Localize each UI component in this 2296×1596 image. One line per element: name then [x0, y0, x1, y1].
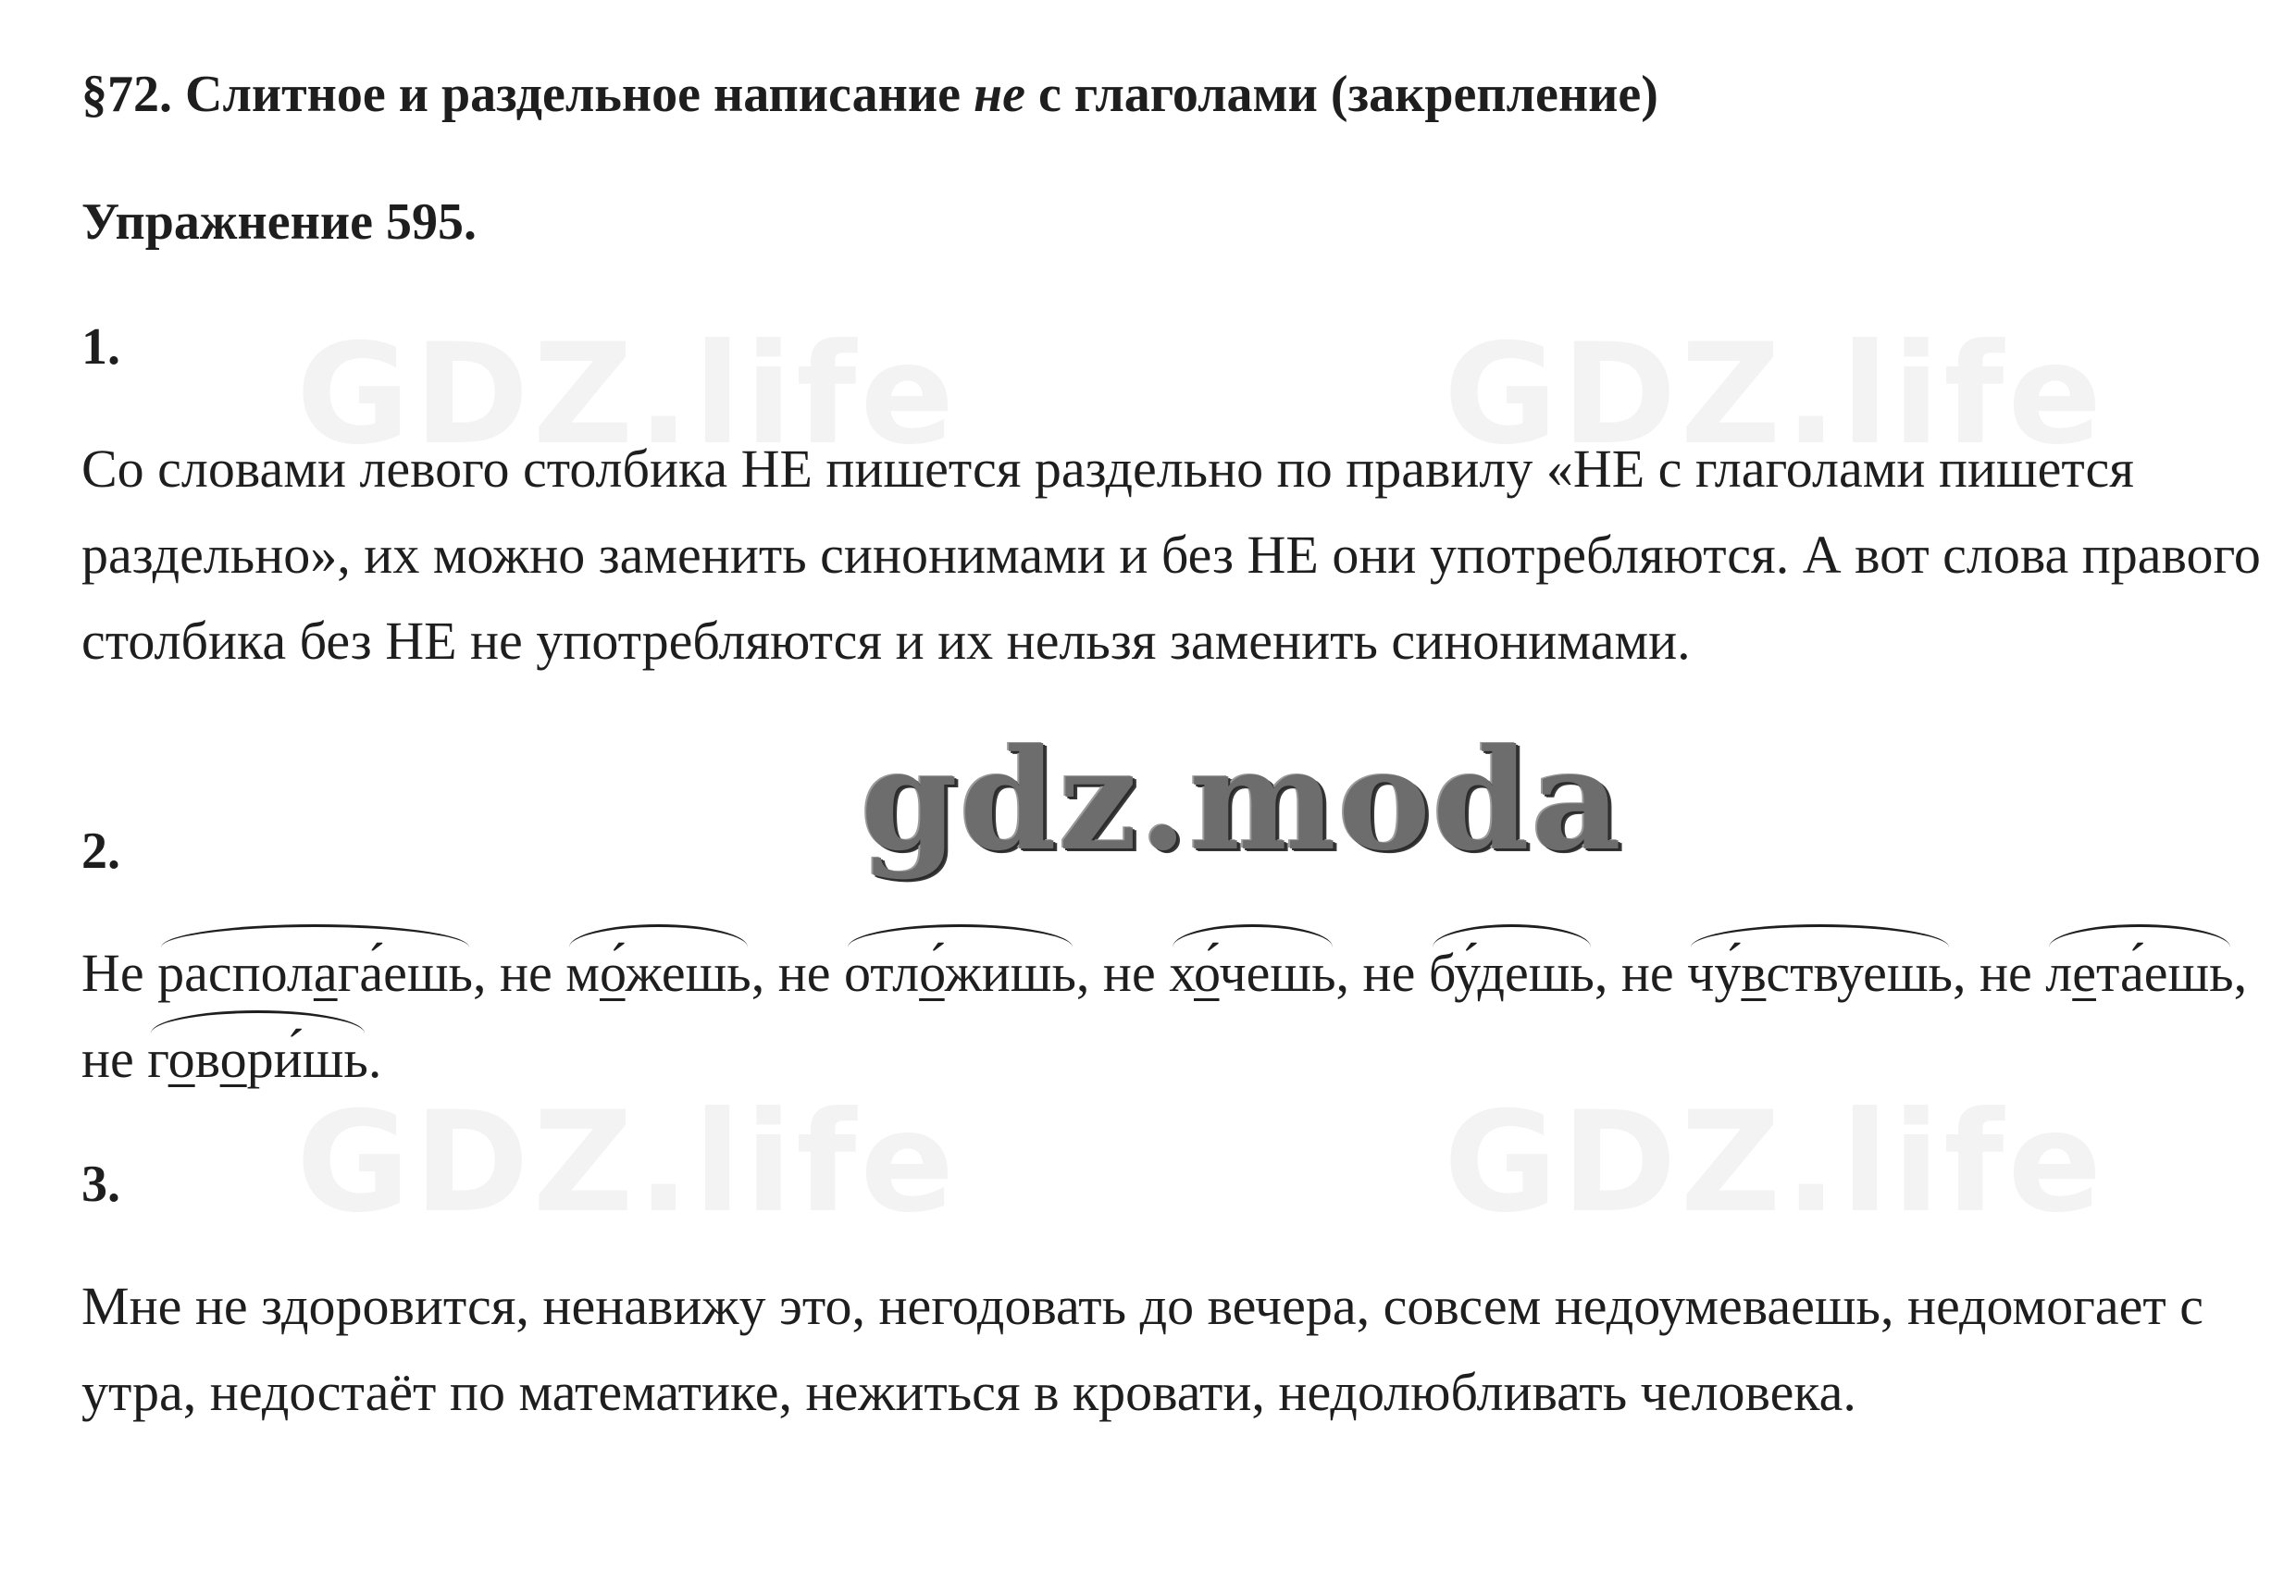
checked-vowel: а [313, 943, 338, 1003]
particle-ne: не [1979, 943, 2046, 1003]
part2-text [81, 930, 2284, 1102]
verb-word [778, 943, 1103, 1003]
verb-word [1103, 943, 1363, 1003]
punctuation: , [1075, 943, 1103, 1003]
root-arc [848, 924, 1073, 947]
root-arc [161, 924, 469, 947]
word-stem [1429, 930, 1595, 1016]
word-fragment: га́ешь [337, 943, 473, 1003]
checked-vowel: о [168, 1029, 195, 1089]
word-fragment: чу́ [1687, 943, 1742, 1003]
word-fragment: м [565, 943, 600, 1003]
particle-ne: не [81, 1029, 148, 1089]
word-fragment: бу́ [1428, 943, 1478, 1003]
root-arc [2049, 924, 2229, 947]
word-fragment: дешь [1477, 943, 1595, 1003]
root-arc [1173, 924, 1332, 947]
word-fragment: жешь [625, 943, 751, 1003]
word-fragment: в [194, 1029, 220, 1089]
particle-ne: не [1362, 943, 1429, 1003]
particle-ne: не [1102, 943, 1170, 1003]
part1-text: Со словами левого столбика НЕ пишется раздельно по правилу «НЕ с глаголами пишется раздельно», их можно заменить синонимами и без НЕ они употребляются. А вот слова правого столбика без НЕ не употребляются и их нельзя заменить синонимами. [81, 439, 2261, 671]
word-stem [565, 930, 751, 1016]
word-fragment: ри́шь [246, 1029, 368, 1089]
punctuation: . [367, 1029, 382, 1089]
part-number-2: 2. [81, 823, 120, 880]
punctuation: , [2233, 943, 2248, 1003]
word-fragment: жишь [944, 943, 1076, 1003]
word-stem [147, 1016, 368, 1102]
word-fragment: ствуешь [1766, 943, 1953, 1003]
verb-word [1980, 943, 2247, 1003]
part-number-1: 1. [81, 318, 120, 376]
word-stem [2045, 930, 2233, 1016]
checked-vowel: о́ [1194, 943, 1220, 1003]
punctuation: , [1594, 943, 1621, 1003]
word-stem [1687, 930, 1953, 1016]
heading-italic: не [973, 66, 1025, 123]
particle-ne: не [1620, 943, 1688, 1003]
heading-prefix: §72. Слитное и раздельное написание [81, 66, 974, 123]
verb-word [81, 943, 500, 1003]
checked-vowel: в [1741, 943, 1767, 1003]
particle-ne: не [777, 943, 845, 1003]
word-fragment: чешь [1219, 943, 1336, 1003]
watermark: GDZ.life [296, 315, 959, 476]
punctuation: , [751, 943, 778, 1003]
watermark: GDZ.life [1444, 1083, 2106, 1243]
word-stem [1169, 930, 1335, 1016]
watermark: GDZ.life [296, 1083, 959, 1243]
verb-word [1621, 943, 1980, 1003]
root-arc [1691, 924, 1949, 947]
section-heading [81, 57, 1658, 131]
word-fragment: г [147, 1029, 168, 1089]
word-fragment: отл [844, 943, 920, 1003]
word-fragment: распол [157, 943, 314, 1003]
word-stem [844, 930, 1076, 1016]
part-number-3: 3. [81, 1156, 120, 1213]
punctuation: , [473, 943, 500, 1003]
word-fragment: та́ешь [2095, 943, 2234, 1003]
punctuation: , [1335, 943, 1363, 1003]
verb-word [500, 943, 778, 1003]
word-stem [157, 930, 473, 1016]
root-arc [1433, 924, 1591, 947]
exercise-title: Упражнение 595. [81, 193, 478, 251]
word-fragment: х [1169, 943, 1195, 1003]
checked-vowel: о́ [919, 943, 945, 1003]
verb-word [81, 1029, 381, 1089]
watermark: GDZ.life [1444, 315, 2106, 476]
part3-text: Мне не здоровится, ненавижу это, негодовать до вечера, совсем недоумеваешь, недомогает с утра, недостаёт по математике, нежиться в кровати, недолюбливать человека. [81, 1276, 2203, 1422]
punctuation: , [1952, 943, 1980, 1003]
root-arc [569, 924, 747, 947]
checked-vowel: о́ [600, 943, 626, 1003]
site-logo: gdz.moda [861, 719, 1624, 882]
heading-suffix: с глаголами (закрепление) [1024, 66, 1658, 123]
particle-ne: Не [81, 943, 158, 1003]
verb-word [1363, 943, 1621, 1003]
word-fragment: л [2045, 943, 2073, 1003]
checked-vowel: о [219, 1029, 247, 1089]
checked-vowel: е [2072, 943, 2096, 1003]
particle-ne: не [500, 943, 566, 1003]
